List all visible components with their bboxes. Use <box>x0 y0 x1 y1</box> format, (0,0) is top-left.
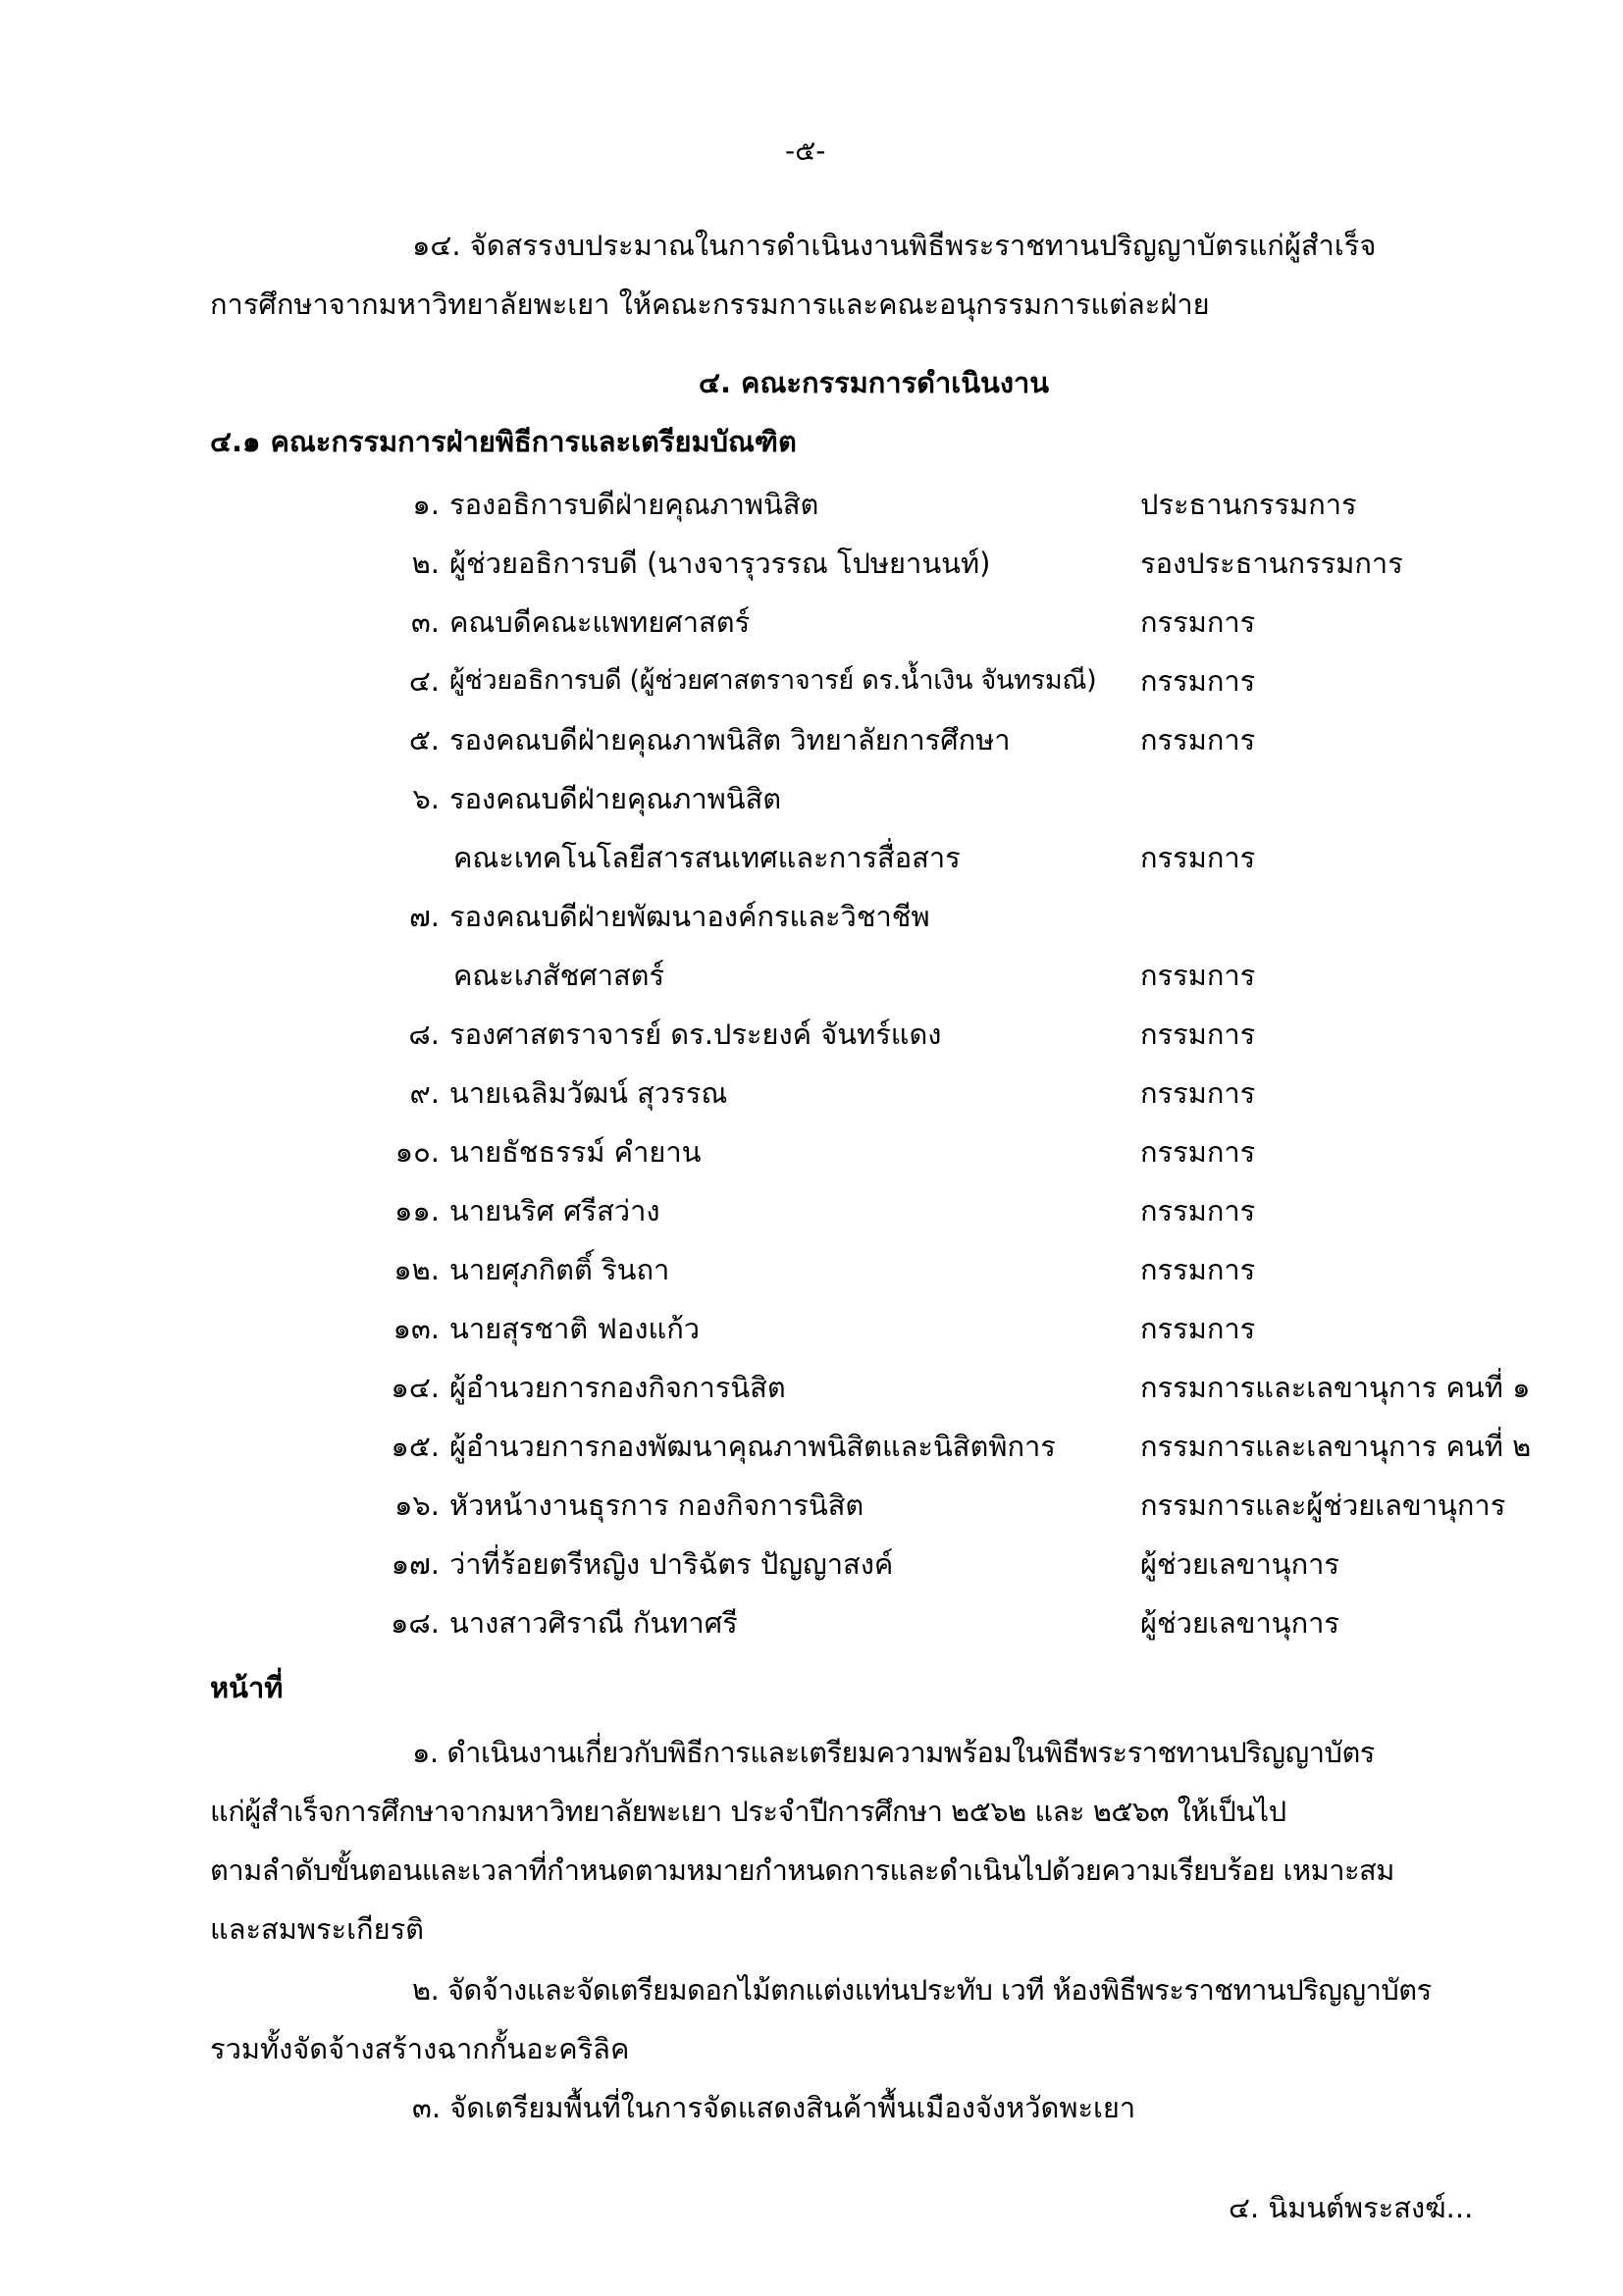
member-name: รองศาสตราจารย์ ดร.ประยงค์ จันทร์แดง <box>449 1018 942 1051</box>
member-role: ผู้ช่วยเลขานุการ <box>1140 1547 1339 1581</box>
member-number: ๔. <box>408 664 440 698</box>
member-number: ๑๘. <box>391 1606 440 1640</box>
paragraph-14-line-2: การศึกษาจากมหาวิทยาลัยพะเยา ให้คณะกรรมการและคณะอนุกรรมการแต่ละฝ่าย <box>210 287 1210 321</box>
member-name: รองคณบดีฝ่ายคุณภาพนิสิต วิทยาลัยการศึกษา <box>449 723 1011 757</box>
duty-2-line-1: ๒. จัดจ้างและจัดเตรียมดอกไม้ตกแต่งแท่นประทับ เวที ห้องพิธีพระราชทานปริญญาบัตร <box>412 1973 1432 2007</box>
duty-1-line-3: ตามลำดับขั้นตอนและเวลาที่กำหนดตามหมายกำหนดการและดำเนินไปด้วยความเรียบร้อย เหมาะสม <box>210 1853 1394 1887</box>
member-number: ๓. <box>410 605 440 639</box>
member-number: ๗. <box>408 900 440 933</box>
member-role: กรรมการ <box>1140 1135 1256 1169</box>
duty-1-line-4: และสมพระเกียรติ <box>210 1912 424 1946</box>
member-role: กรรมการ <box>1140 1018 1256 1051</box>
member-number: ๑๑. <box>393 1194 440 1227</box>
subsection-heading: ๔.๑ คณะกรรมการฝ่ายพิธีการและเตรียมบัณฑิต <box>210 425 797 458</box>
member-name: รองคณบดีฝ่ายคุณภาพนิสิต <box>449 782 782 815</box>
member-number: ๑๖. <box>393 1488 440 1522</box>
member-name: รองคณบดีฝ่ายพัฒนาองค์กรและวิชาชีพ <box>449 900 930 933</box>
member-role: กรรมการ <box>1140 723 1256 757</box>
section-heading: ๔. คณะกรรมการดำเนินงาน <box>699 366 1050 399</box>
duty-1-line-1: ๑. ดำเนินงานเกี่ยวกับพิธีการและเตรียมความพร้อมในพิธีพระราชทานปริญญาบัตร <box>412 1736 1375 1769</box>
member-name: นายนริศ ศรีสว่าง <box>449 1194 660 1227</box>
member-role: กรรมการ <box>1140 1194 1256 1227</box>
member-name: ผู้ช่วยอธิการบดี (นางจารุวรรณ โปษยานนท์) <box>449 547 991 580</box>
member-name: นางสาวศิราณี กันทาศรี <box>449 1606 738 1640</box>
member-role: กรรมการ <box>1140 959 1256 992</box>
member-role: รองประธานกรรมการ <box>1140 547 1403 580</box>
member-number: ๑๗. <box>391 1547 440 1581</box>
member-name: นายเฉลิมวัฒน์ สุวรรณ <box>449 1076 728 1110</box>
member-number: ๑๒. <box>393 1253 440 1286</box>
member-name-continuation: คณะเภสัชศาสตร์ <box>453 959 665 992</box>
member-name: หัวหน้างานธุรการ กองกิจการนิสิต <box>449 1488 864 1522</box>
member-role: กรรมการและเลขานุการ คนที่ ๒ <box>1140 1430 1532 1463</box>
member-role: ผู้ช่วยเลขานุการ <box>1140 1606 1339 1640</box>
member-role: กรรมการและผู้ช่วยเลขานุการ <box>1140 1488 1506 1522</box>
member-name: คณบดีคณะแพทยศาสตร์ <box>449 605 751 639</box>
member-number: ๙. <box>409 1076 440 1110</box>
member-role: กรรมการและเลขานุการ คนที่ ๑ <box>1140 1371 1531 1404</box>
member-name: นายศุภกิตติ์ รินถา <box>449 1253 670 1286</box>
member-name: ผู้อำนวยการกองกิจการนิสิต <box>449 1371 786 1404</box>
member-name: นายธัชธรรม์ คำยาน <box>449 1135 702 1169</box>
member-name: ผู้อำนวยการกองพัฒนาคุณภาพนิสิตและนิสิตพิการ <box>449 1430 1056 1463</box>
member-name: ผู้ช่วยอธิการบดี (ผู้ช่วยศาสตราจารย์ ดร.น้ำเงิน จันทรมณี) <box>449 665 1097 696</box>
member-number: ๑๓. <box>393 1312 440 1345</box>
member-number: ๑. <box>412 488 440 521</box>
member-role: ประธานกรรมการ <box>1140 488 1357 521</box>
member-number: ๒. <box>411 547 440 580</box>
member-role: กรรมการ <box>1140 1253 1256 1286</box>
member-number: ๘. <box>408 1018 440 1051</box>
member-role: กรรมการ <box>1140 841 1256 874</box>
duty-2-line-2: รวมทั้งจัดจ้างสร้างฉากกั้นอะคริลิค <box>210 2032 630 2065</box>
continuation-text: ๔. นิมนต์พระสงฆ์... <box>1229 2191 1474 2224</box>
page-number: -๕- <box>785 134 826 167</box>
duties-heading: หน้าที่ <box>210 1671 284 1704</box>
member-role: กรรมการ <box>1140 1312 1256 1345</box>
member-number: ๑๕. <box>391 1430 440 1463</box>
duty-3-line-1: ๓. จัดเตรียมพื้นที่ในการจัดแสดงสินค้าพื้นเมืองจังหวัดพะเยา <box>412 2091 1136 2124</box>
duty-1-line-2: แก่ผู้สำเร็จการศึกษาจากมหาวิทยาลัยพะเยา ประจำปีการศึกษา ๒๕๖๒ และ ๒๕๖๓ ให้เป็นไป <box>210 1795 1286 1828</box>
member-role: กรรมการ <box>1140 605 1256 639</box>
member-number: ๑๔. <box>391 1371 440 1404</box>
member-role: กรรมการ <box>1140 664 1256 698</box>
member-name: ว่าที่ร้อยตรีหญิง ปาริฉัตร ปัญญาสงค์ <box>449 1547 894 1581</box>
member-role: กรรมการ <box>1140 1076 1256 1110</box>
member-name-continuation: คณะเทคโนโลยีสารสนเทศและการสื่อสาร <box>453 841 961 874</box>
member-number: ๑๐. <box>394 1135 440 1169</box>
paragraph-14-line-1: ๑๔. จัดสรรงบประมาณในการดำเนินงานพิธีพระราชทานปริญญาบัตรแก่ผู้สำเร็จ <box>412 229 1377 262</box>
member-number: ๖. <box>412 782 440 815</box>
member-name: นายสุรชาติ ฟองแก้ว <box>449 1312 701 1345</box>
member-name: รองอธิการบดีฝ่ายคุณภาพนิสิต <box>449 488 819 521</box>
member-number: ๕. <box>408 723 440 757</box>
